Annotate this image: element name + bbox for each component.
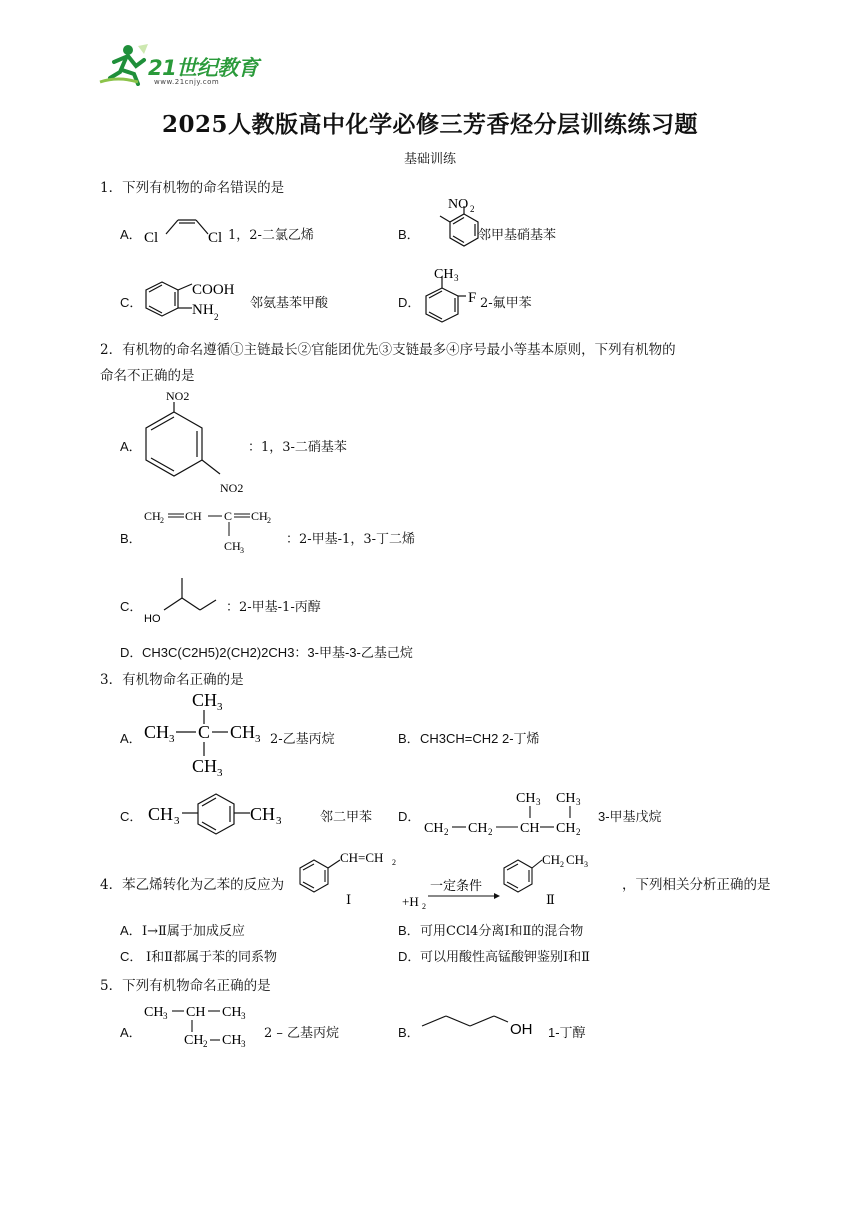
q3-option-d-name: 3-甲基戊烷: [598, 809, 662, 824]
q1c-structure: [142, 278, 252, 328]
q4-option-d-name: 可以用酸性高锰酸钾鉴别Ⅰ和Ⅱ: [420, 950, 590, 965]
q2b-label-sub2: 2: [267, 516, 271, 525]
q3a-structure: [142, 688, 272, 776]
q2-stem-line2: 命名不正确的是: [100, 368, 195, 384]
q3d-label-sub-d: 2: [488, 827, 493, 837]
q3a-label-c: C: [198, 722, 211, 742]
q1b-label-sub: 2: [470, 204, 475, 214]
q1d-label-ch: CH: [434, 267, 454, 282]
q1-option-a-letter: A．: [120, 227, 142, 242]
q5a-label-ch-c: CH: [222, 1005, 242, 1020]
q4-stem-post: ，下列相关分析正确的是: [622, 877, 771, 893]
q3-stem: 3．有机物命名正确的是: [100, 672, 244, 688]
q2c-label-ho: HO: [144, 613, 161, 625]
q3-option-a-name: 2-乙基丙烷: [270, 732, 335, 747]
q4-option-d-letter: D．: [398, 949, 421, 964]
q1c-label-nh: NH: [192, 302, 214, 318]
q5a-label-ch-a: CH: [144, 1005, 164, 1020]
q4-option-a-name: Ⅰ→Ⅱ属于加成反应: [142, 924, 245, 939]
q4-option-b-name: 可用CCl4分离Ⅰ和Ⅱ的混合物: [420, 924, 584, 939]
q4-label-condition: 一定条件: [430, 878, 483, 893]
q3d-label-ch-a: CH: [516, 791, 536, 806]
q2b-structure: [140, 504, 290, 556]
q3-option-b-name: CH3CH=CH2 2-丁烯: [420, 731, 540, 746]
q5a-label-ch-b: CH: [186, 1005, 206, 1020]
q2-stem-line1: 2．有机物的命名遵循①主链最长②官能团优先③支链最多④序号最小等基本原则，下列有机物的: [100, 342, 676, 358]
q3d-label-sub-b: 3: [576, 797, 581, 807]
q2a-structure: [140, 386, 260, 498]
q3d-label-ch-f: CH: [556, 821, 576, 836]
q1a-label-cl2: Cl: [208, 230, 223, 246]
q4-option-c-letter: C．: [120, 949, 143, 964]
q2b-label-ch: CH: [144, 509, 161, 523]
q3d-label-ch-b: CH: [556, 791, 576, 806]
q2b-label-ch4: CH: [224, 539, 241, 553]
q5-option-b-letter: B．: [398, 1025, 420, 1040]
q3d-label-sub-f: 2: [576, 827, 581, 837]
q3a-label-sub-right: 3: [255, 733, 261, 745]
q4-label-p: CH: [542, 852, 561, 867]
q4-label-r1-sub: 2: [392, 858, 396, 867]
q5a-label-sub-a: 3: [163, 1011, 168, 1021]
page-title: 2025人教版高中化学必修三芳香烃分层训练练习题: [161, 111, 698, 138]
logo: [98, 42, 268, 90]
q3d-label-sub-c: 2: [444, 827, 449, 837]
q5-option-a-letter: A．: [120, 1025, 142, 1040]
q3a-label-sub-bottom: 3: [217, 767, 223, 776]
q1d-label-sub: 3: [454, 273, 459, 283]
q3a-label-ch-right: CH: [230, 722, 256, 742]
q2-option-a-name: ：1，3-二硝基苯: [248, 440, 347, 455]
q4-stem-pre: 4．苯乙烯转化为乙苯的反应为: [100, 877, 285, 893]
q2b-label-c: C: [224, 509, 233, 523]
q1-option-b-name: 邻甲基硝基苯: [478, 228, 557, 243]
q5a-label-sub-c: 3: [241, 1011, 246, 1021]
q4-option-b-letter: B．: [398, 923, 420, 938]
q3-option-c-name: 邻二甲苯: [320, 810, 373, 825]
section-title: 基础训练: [403, 152, 456, 167]
q3-option-a-letter: A．: [120, 731, 142, 746]
q3a-label-ch-bottom: CH: [192, 756, 218, 776]
q5a-label-sub-e: 3: [241, 1039, 246, 1049]
q3a-label-sub-top: 3: [217, 701, 223, 713]
q1-option-d-letter: D．: [398, 295, 421, 310]
q2-option-d-name: CH3C(C2H5)2(CH2)2CH3：3-甲基-3-乙基己烷: [142, 645, 413, 660]
q4-option-c-name: Ⅰ和Ⅱ都属于苯的同系物: [146, 950, 277, 965]
q3d-label-ch-e: CH: [520, 821, 540, 836]
q2-option-c-letter: C．: [120, 599, 143, 614]
q5-option-b-name: 1-丁醇: [548, 1025, 586, 1040]
q3-option-d-letter: D．: [398, 809, 421, 824]
q1c-label-cooh: COOH: [192, 282, 235, 298]
q5a-label-ch-e: CH: [222, 1033, 242, 1048]
q4-label-plus: +H: [402, 894, 419, 909]
q3a-label-sub-left: 3: [169, 733, 175, 745]
q1-option-a-name: 1，2-二氯乙烯: [228, 228, 314, 243]
runner-logo-icon: [98, 42, 150, 86]
q1a-label-cl1: Cl: [144, 230, 159, 246]
q3c-structure: [146, 788, 318, 838]
q1-option-c-letter: C．: [120, 295, 143, 310]
q4-label-p-sub2: 3: [584, 860, 588, 869]
q4-option-a-letter: A．: [120, 923, 142, 938]
logo-text: 21世纪教育: [148, 56, 259, 80]
q3c-label-sub-left: 3: [174, 815, 180, 827]
q2b-label-ch3: CH: [251, 509, 268, 523]
q2a-label-no2-bottom: NO2: [220, 481, 244, 495]
q1d-label-f: F: [468, 290, 477, 306]
q2-option-b-letter: B．: [120, 531, 142, 546]
q4-label-p2: CH: [566, 852, 585, 867]
q3c-label-ch-right: CH: [250, 804, 276, 824]
q3d-label-ch-c: CH: [424, 821, 444, 836]
q2-option-b-name: ：2-甲基-1，3-丁二烯: [286, 532, 415, 547]
q3a-label-ch-top: CH: [192, 690, 218, 710]
q3d-label-sub-a: 3: [536, 797, 541, 807]
q3a-label-ch-left: CH: [144, 722, 170, 742]
q5b-structure: [420, 1008, 544, 1044]
q1-option-b-letter: B．: [398, 227, 420, 242]
q1-option-d-name: 2-氟甲苯: [480, 296, 532, 311]
q1-stem: 1．下列有机物的命名错误的是: [100, 180, 285, 196]
q3c-label-ch-left: CH: [148, 804, 174, 824]
q5a-label-sub-d: 2: [203, 1039, 208, 1049]
q3d-label-ch-d: CH: [468, 821, 488, 836]
q4-label-plus-sub: 2: [422, 902, 426, 910]
q5a-label-ch-d: CH: [184, 1033, 204, 1048]
q4-reaction: [296, 844, 616, 910]
q1-option-c-name: 邻氨基苯甲酸: [250, 296, 329, 311]
q3-option-b-letter: B．: [398, 731, 420, 746]
q2-option-d-letter: D．: [120, 645, 143, 660]
q1c-label-sub: 2: [214, 312, 219, 322]
q2a-label-no2-top: NO2: [166, 389, 190, 403]
q3d-structure: [422, 786, 598, 838]
q2-option-c-name: ：2-甲基-1-丙醇: [226, 600, 321, 615]
q5b-label-oh: OH: [510, 1021, 533, 1038]
q2b-label-sub1: 2: [160, 516, 164, 525]
q4-label-roman2: Ⅱ: [546, 892, 555, 907]
q4-label-roman1: Ⅰ: [346, 892, 352, 907]
q2b-label-ch2: CH: [185, 509, 202, 523]
q4-label-r1: CH=CH: [340, 850, 384, 865]
q2-option-a-letter: A．: [120, 439, 142, 454]
q1b-label-no: NO: [448, 198, 469, 212]
q1a-structure: [140, 210, 230, 246]
q5a-structure: [142, 998, 262, 1052]
q3c-label-sub-right: 3: [276, 815, 282, 827]
q2b-label-sub3: 3: [240, 546, 244, 555]
logo-url: www.21cnjy.com: [154, 78, 220, 86]
q5-stem: 5．下列有机物命名正确的是: [100, 978, 271, 994]
q3-option-c-letter: C．: [120, 809, 143, 824]
q5-option-a-name: 2 – 乙基丙烷: [264, 1026, 340, 1041]
q2c-structure: [140, 572, 220, 628]
q4-label-p-sub1: 2: [560, 860, 564, 869]
